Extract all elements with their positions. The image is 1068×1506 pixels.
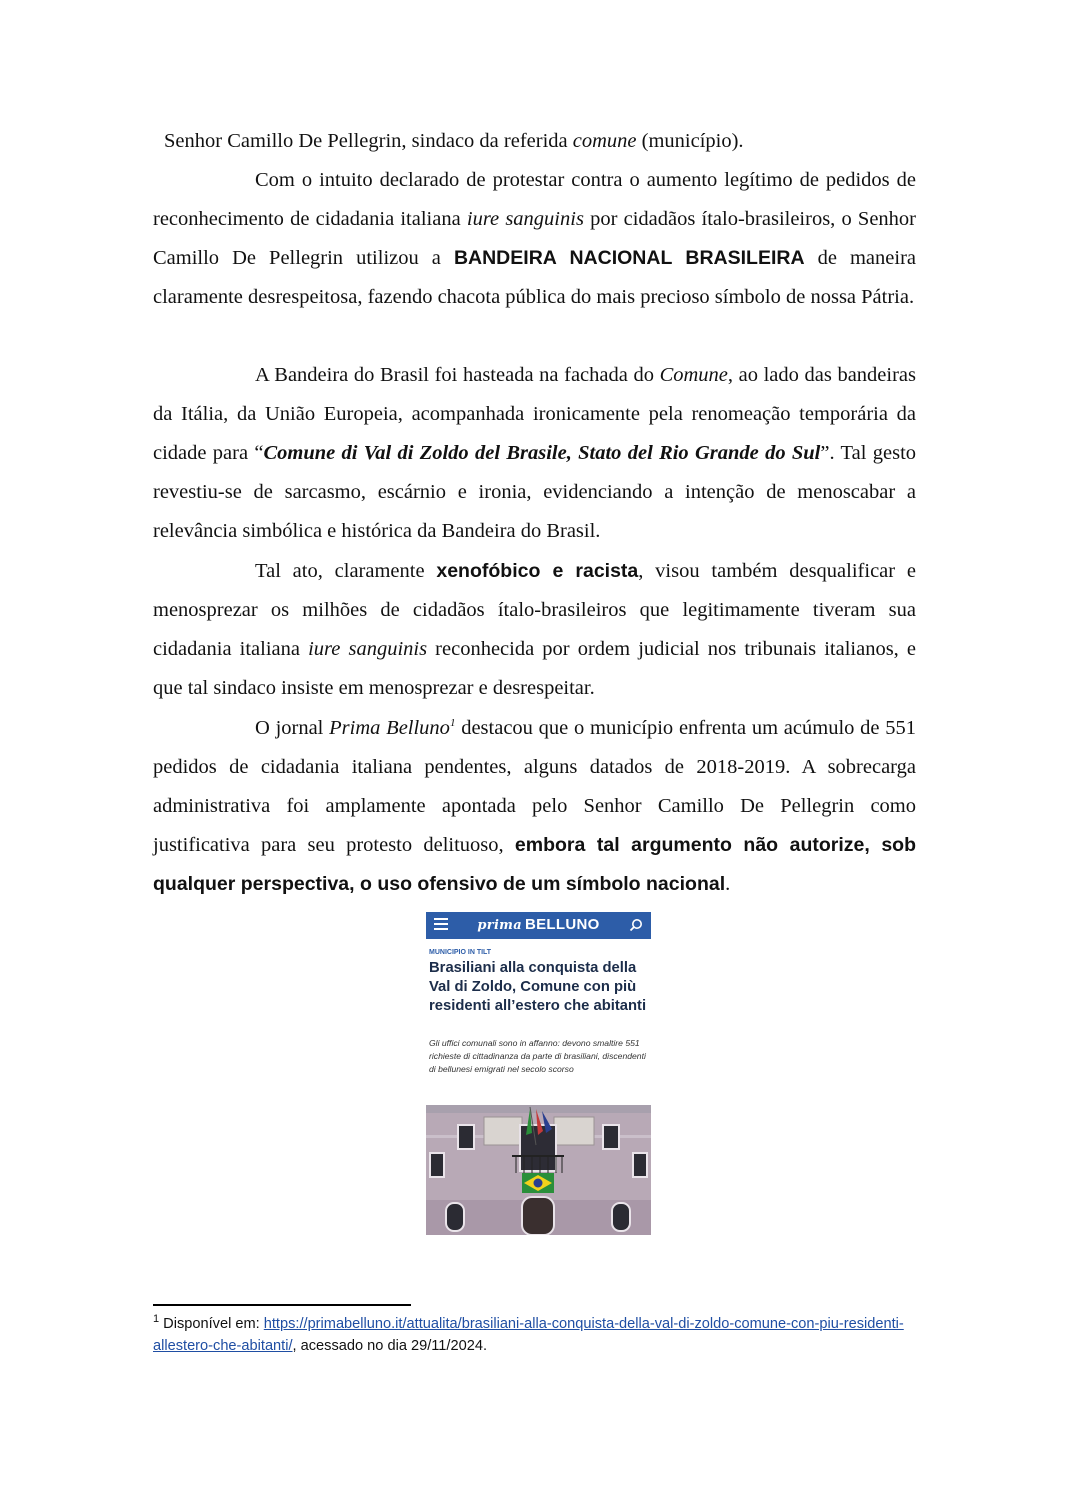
paragraph-newspaper xyxy=(153,709,916,904)
source-link[interactable]: https://primabelluno.it/attualita/brasiliani-alla-conquista-della-val-di-zoldo-comune-con-piu-residenti-allestero-che-abitanti/ xyxy=(153,1316,904,1354)
bold-statement: embora tal argumento não autorize, sob qualquer perspectiva, o uso ofensivo de um símbolo nacional xyxy=(153,834,916,895)
text: , ao lado das bandeiras da Itália, da União Europeia, acompanhada ironicamente pela renomeação temporária da cidade para “ xyxy=(153,364,916,464)
footnote-number: 1 xyxy=(153,1313,160,1326)
text: Senhor Camillo De Pellegrin, sindaco da referida xyxy=(164,130,573,152)
text: destacou que o município enfrenta um acúmulo de 551 pedidos de cidadania italiana pendentes, alguns datados de 2018-2019. A sobrecarga administrativa foi amplamente apontada pelo Senhor Camillo De Pellegrin como justificativa para seu protesto delituoso, xyxy=(153,717,917,856)
paragraph-protest xyxy=(153,161,916,317)
bold-italic-term: Comune di Val di Zoldo del Brasile, Stato del Rio Grande do Sul xyxy=(263,442,821,464)
news-header-bar xyxy=(426,912,651,939)
text: de maneira claramente desrespeitosa, fazendo chacota pública do mais precioso símbolo de nossa Pátria. xyxy=(153,247,917,308)
logo-name: BELLUNO xyxy=(524,916,600,933)
text: Com o intuito declarado de protestar contra o aumento legítimo de pedidos de reconhecimento de cidadania italiana xyxy=(153,169,916,230)
bold-term: xenofóbico e racista xyxy=(436,560,639,582)
footnote-ref[interactable]: 1 xyxy=(449,717,456,730)
logo-prefix: prima xyxy=(477,918,522,933)
paragraph-continuation xyxy=(164,122,916,161)
search-icon xyxy=(629,918,643,932)
news-kicker: MUNICIPIO IN TILT xyxy=(429,949,492,956)
footnote xyxy=(153,1313,916,1357)
italic-term: iure sanguinis xyxy=(308,638,428,660)
italic-term: iure sanguinis xyxy=(466,208,584,230)
footnote-suffix: , acessado no dia 29/11/2024. xyxy=(292,1338,487,1354)
text: A Bandeira do Brasil foi hasteada na fachada do xyxy=(255,364,660,386)
footnote-separator xyxy=(153,1304,411,1306)
paragraph-flag xyxy=(153,356,916,551)
text: ”. Tal gesto revestiu-se de sarcasmo, escárnio e ironia, evidenciando a intenção de menoscabar a relevância simbólica e histórica da Bandeira do Brasil. xyxy=(153,442,917,542)
newspaper-name: Prima Belluno xyxy=(329,717,450,739)
paragraph-xenophobia xyxy=(153,552,916,708)
text: Tal ato, claramente xyxy=(255,560,437,582)
text: . xyxy=(725,873,731,895)
text: O jornal xyxy=(255,717,330,739)
text: reconhecida por ordem judicial nos tribunais italianos, e que tal sindaco insiste em menosprezar e desrespeitar. xyxy=(153,638,917,699)
bold-term: BANDEIRA NACIONAL BRASILEIRA xyxy=(453,247,805,269)
text: (município). xyxy=(636,130,744,152)
italic-term: comune xyxy=(572,130,637,152)
news-headline: Brasiliani alla conquista della Val di Zoldo, Comune con più residenti all’estero che abitanti xyxy=(429,960,647,1014)
text: por cidadãos ítalo-brasileiros, o Senhor Camillo De Pellegrin utilizou a xyxy=(153,208,917,269)
news-screenshot xyxy=(426,912,651,1235)
town-hall-photo xyxy=(426,1105,651,1235)
text: , visou também desqualificar e menosprezar os milhões de cidadãos ítalo-brasileiros que legitimamente tiveram sua cidadania italiana xyxy=(153,560,916,660)
news-subheadline: Gli uffici comunali sono in affanno: devono smaltire 551 richieste di cittadinanza da parte di brasiliani, discendenti di bellunesi emigrati nel secolo scorso xyxy=(429,1038,646,1074)
italic-term: Comune xyxy=(659,364,728,386)
news-logo xyxy=(426,916,651,933)
footnote-prefix: Disponível em: xyxy=(159,1316,264,1332)
